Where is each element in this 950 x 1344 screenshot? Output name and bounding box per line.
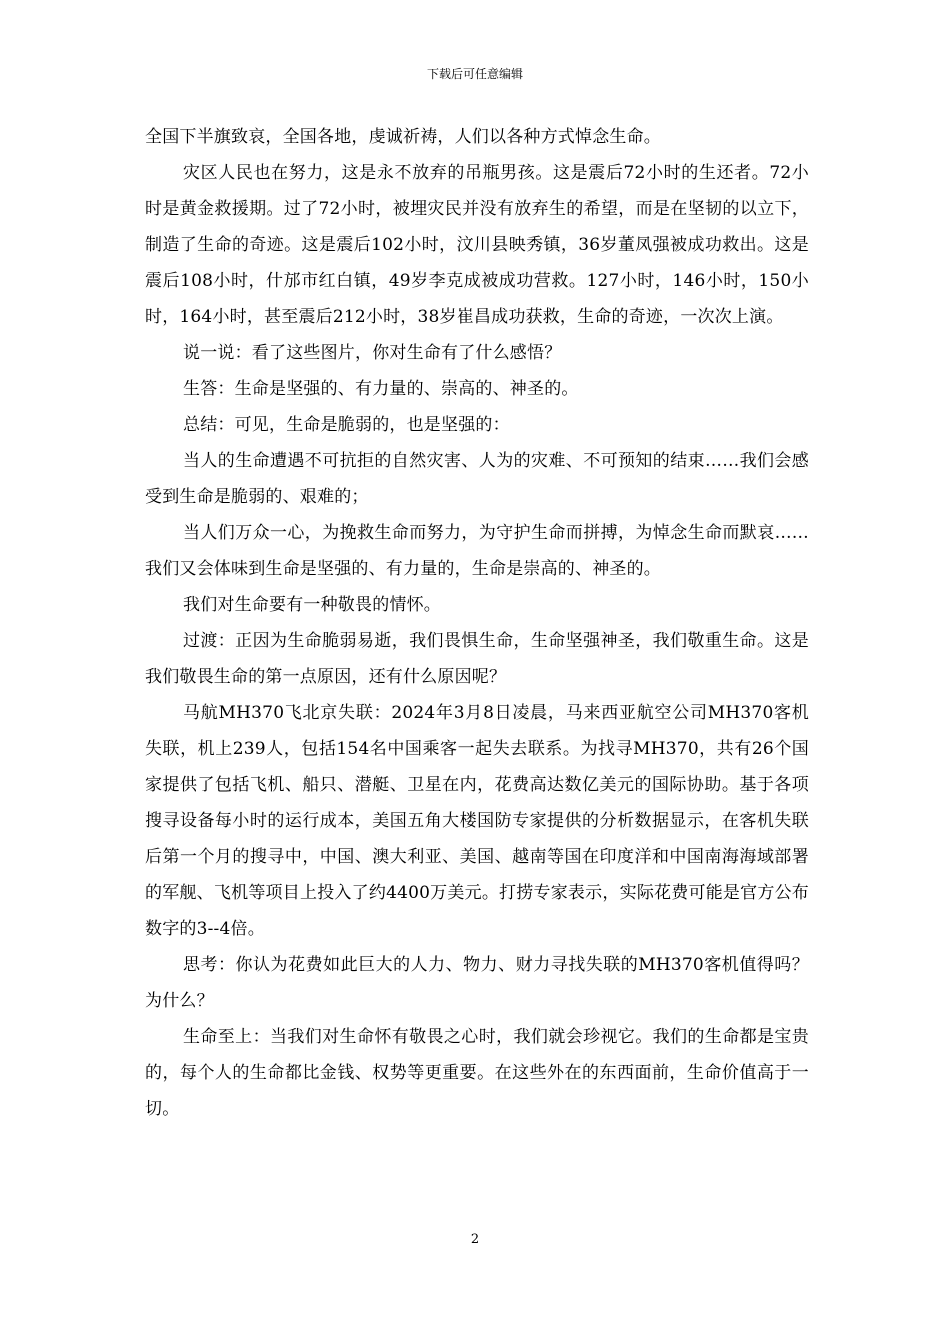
- paragraph: 生答：生命是坚强的、有力量的、崇高的、神圣的。: [183, 379, 579, 399]
- paragraph: 思考：你认为花费如此巨大的人力、物力、财力寻找失联的MH370客机值得吗？为什么？: [145, 955, 809, 1011]
- paragraph: 当人们万众一心，为挽救生命而努力，为守护生命而拼搏，为悼念生命而默哀……我们又会体味到生命是坚强的、有力量的，生命是崇高的、神圣的。: [145, 523, 809, 579]
- paragraph: 灾区人民也在努力，这是永不放弃的吊瓶男孩。这是震后72小时的生还者。72小时是黄金救援期。过了72小时，被埋灾民并没有放弃生的希望，而是在坚韧的以立下，制造了生命的奇迹。这是震后102小时，汶川县映秀镇，36岁董凤强被成功救出。这是震后108小时，什邡市红白镇，49岁李克成被成功营救。127小时，146小时，150小时，164小时，甚至震后212小时，38岁崔昌成功获救，生命的奇迹，一次次上演。: [145, 163, 809, 327]
- paragraph: 说一说：看了这些图片，你对生命有了什么感悟？: [183, 343, 562, 363]
- paragraph: 过渡：正因为生命脆弱易逝，我们畏惧生命，生命坚强神圣，我们敬重生命。这是我们敬畏生命的第一点原因，还有什么原因呢？: [145, 631, 809, 687]
- document-body: [145, 119, 809, 1127]
- page-header: 下载后可任意编辑: [426, 67, 523, 81]
- paragraph: 生命至上：当我们对生命怀有敬畏之心时，我们就会珍视它。我们的生命都是宝贵的，每个人的生命都比金钱、权势等更重要。在这些外在的东西面前，生命价值高于一切。: [145, 1027, 809, 1119]
- paragraph: 我们对生命要有一种敬畏的情怀。: [183, 595, 441, 615]
- paragraph: 马航MH370飞北京失联：2024年3月8日凌晨，马来西亚航空公司MH370客机失联，机上239人，包括154名中国乘客一起失去联系。为找寻MH370，共有26个国家提供了包括飞机、船只、潜艇、卫星在内，花费高达数亿美元的国际协助。基于各项搜寻设备每小时的运行成本，美国五角大楼国防专家提供的分析数据显示，在客机失联后第一个月的搜寻中，中国、澳大利亚、美国、越南等国在印度洋和中国南海海域部署的军舰、飞机等项目上投入了约4400万美元。打捞专家表示，实际花费可能是官方公布数字的3--4倍。: [145, 703, 809, 939]
- paragraph: 全国下半旗致哀，全国各地，虔诚祈祷，人们以各种方式悼念生命。: [145, 127, 661, 147]
- page-number: 2: [470, 1232, 480, 1247]
- paragraph: 总结：可见，生命是脆弱的，也是坚强的：: [183, 415, 510, 435]
- paragraph: 当人的生命遭遇不可抗拒的自然灾害、人为的灾难、不可预知的结束……我们会感受到生命是脆弱的、艰难的；: [145, 451, 809, 507]
